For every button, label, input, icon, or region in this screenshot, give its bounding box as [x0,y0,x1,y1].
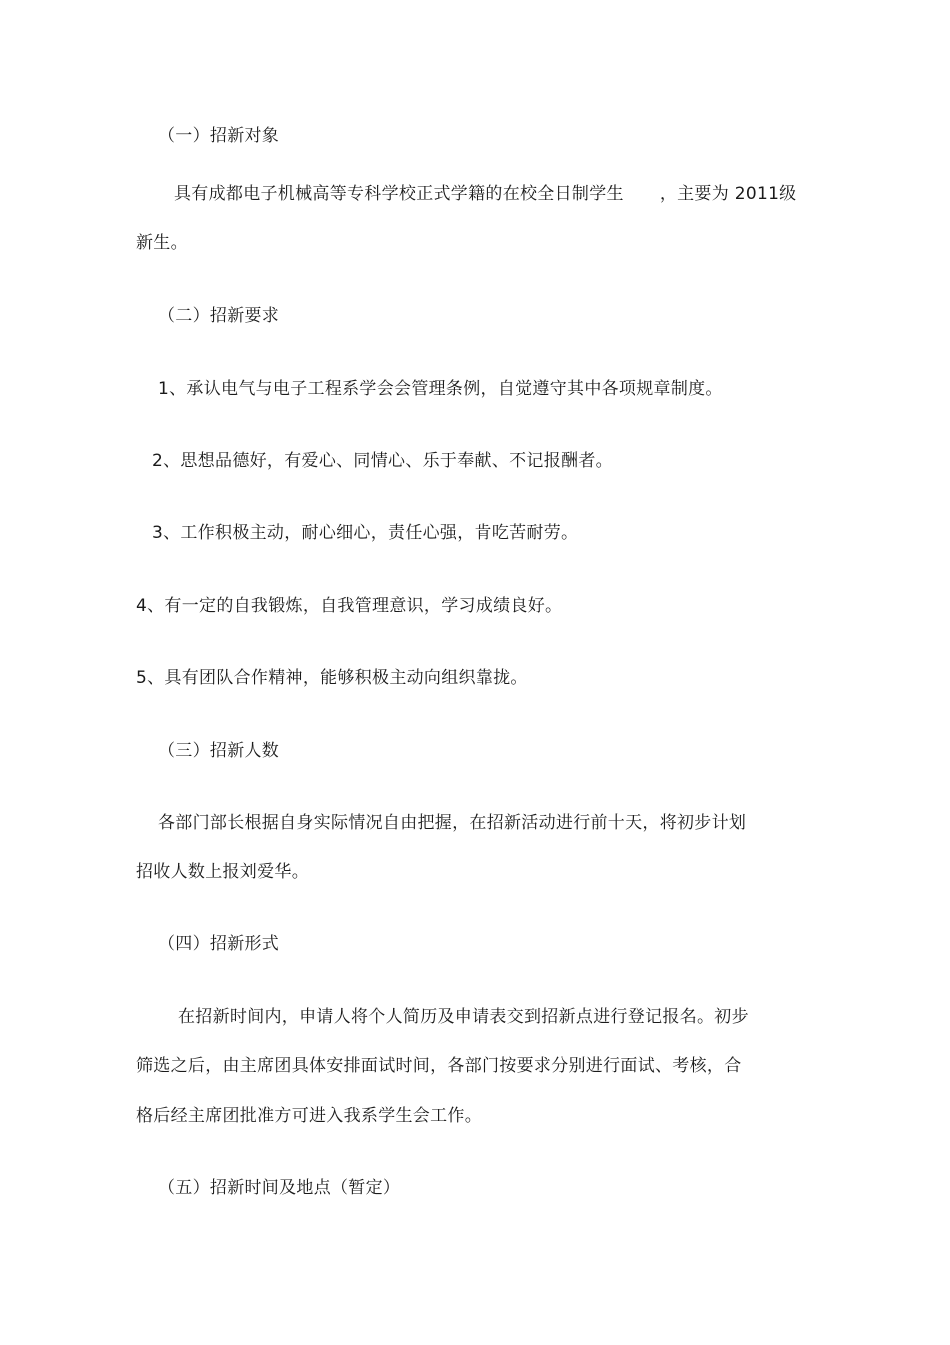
requirement-item: 3、工作积极主动，耐心细心，责任心强，肯吃苦耐劳。 [152,523,579,543]
section-body-line: 新生。 [136,233,188,253]
section-body-line: 筛选之后，由主席团具体安排面试时间，各部门按要求分别进行面试、考核，合 [136,1056,742,1076]
requirement-item: 5、具有团队合作精神，能够积极主动向组织靠拢。 [136,668,528,688]
section-heading-target: （一）招新对象 [158,126,280,146]
requirement-item: 2、思想品德好，有爱心、同情心、乐于奉献、不记报酬者。 [152,451,613,471]
section-heading-format: （四）招新形式 [158,934,280,954]
body-text-segment: 具有成都电子机械高等专科学校正式学籍的在校全日制学生 [174,184,624,204]
section-heading-requirements: （二）招新要求 [158,306,280,326]
section-heading-time-place: （五）招新时间及地点（暂定） [158,1178,401,1198]
section-body-line: 各部门部长根据自身实际情况自由把握，在招新活动进行前十天，将初步计划 [158,813,747,833]
body-text-segment: ，主要为 2011级 [659,184,797,204]
section-body-line: 招收人数上报刘爱华。 [136,862,309,882]
requirement-item: 4、有一定的自我锻炼，自我管理意识，学习成绩良好。 [136,596,563,616]
section-body-line: 格后经主席团批准方可进入我系学生会工作。 [136,1106,482,1126]
section-body-line: 在招新时间内，申请人将个人简历及申请表交到招新点进行登记报名。初步 [178,1007,749,1027]
section-heading-count: （三）招新人数 [158,741,280,761]
section-body-line [174,182,796,206]
requirement-item: 1、承认电气与电子工程系学会会管理条例，自觉遵守其中各项规章制度。 [158,379,723,399]
